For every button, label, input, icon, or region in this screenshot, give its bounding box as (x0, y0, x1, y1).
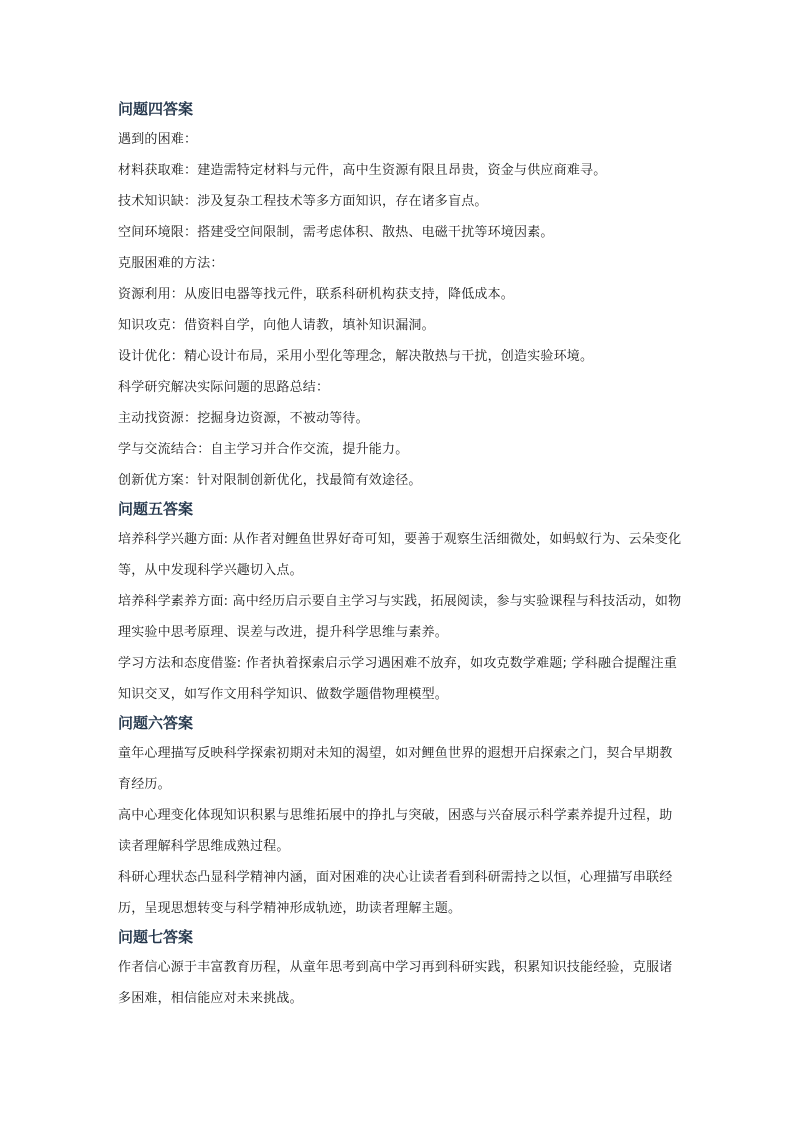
q4-line: 材料获取难：建造需特定材料与元件，高中生资源有限且昂贵，资金与供应商难寻。 (118, 163, 607, 178)
q4-line: 克服困难的方法： (118, 256, 224, 271)
q7-heading: 问题七答案 (118, 928, 194, 946)
q4-heading: 问题四答案 (118, 100, 194, 118)
document-page (118, 96, 683, 1014)
q4-line: 学与交流结合：自主学习并合作交流，提升能力。 (118, 442, 409, 457)
q4-line: 主动找资源：挖掘身边资源，不被动等待。 (118, 411, 369, 426)
q4-line: 技术知识缺：涉及复杂工程技术等多方面知识，存在诸多盲点。 (118, 194, 488, 209)
q6-paragraph: 童年心理描写反映科学探索初期对未知的渴望，如对鲤鱼世界的遐想开启探索之门，契合早期教育经历。 (118, 746, 673, 792)
q7-paragraph: 作者信心源于丰富教育历程，从童年思考到高中学习再到科研实践，积累知识技能经验，克服诸多困难，相信能应对未来挑战。 (118, 960, 673, 1006)
q5-paragraph: 培养科学兴趣方面: 从作者对鲤鱼世界好奇可知，要善于观察生活细微处，如蚂蚁行为、云朵变化等，从中发现科学兴趣切入点。 (118, 532, 682, 578)
q4-line: 设计优化：精心设计布局，采用小型化等理念，解决散热与干扰，创造实验环境。 (118, 349, 594, 364)
q4-line: 知识攻克：借资料自学，向他人请教，填补知识漏洞。 (118, 318, 435, 333)
q4-line: 遇到的困难： (118, 132, 198, 147)
q4-line: 资源利用：从废旧电器等找元件，联系科研机构获支持，降低成本。 (118, 287, 515, 302)
q4-line: 空间环境限：搭建受空间限制，需考虑体积、散热、电磁干扰等环境因素。 (118, 225, 554, 240)
q4-line: 科学研究解决实际问题的思路总结： (118, 380, 330, 395)
q5-paragraph: 培养科学素养方面: 高中经历启示要自主学习与实践，拓展阅读，参与实验课程与科技活动，如物理实验中思考原理、误差与改进，提升科学思维与素养。 (118, 594, 682, 640)
q4-line: 创新优方案：针对限制创新优化，找最简有效途径。 (118, 473, 422, 488)
q6-paragraph: 科研心理状态凸显科学精神内涵，面对困难的决心让读者看到科研需持之以恒，心理描写串联经历，呈现思想转变与科学精神形成轨迹，助读者理解主题。 (118, 870, 673, 916)
q5-heading: 问题五答案 (118, 500, 194, 518)
q6-paragraph: 高中心理变化体现知识积累与思维拓展中的挣扎与突破，困惑与兴奋展示科学素养提升过程，助读者理解科学思维成熟过程。 (118, 808, 673, 854)
q6-heading: 问题六答案 (118, 714, 194, 732)
q5-paragraph: 学习方法和态度借鉴: 作者执着探索启示学习遇困难不放弃，如攻克数学难题; 学科融合提醒注重知识交叉，如写作文用科学知识、做数学题借物理模型。 (118, 656, 678, 702)
